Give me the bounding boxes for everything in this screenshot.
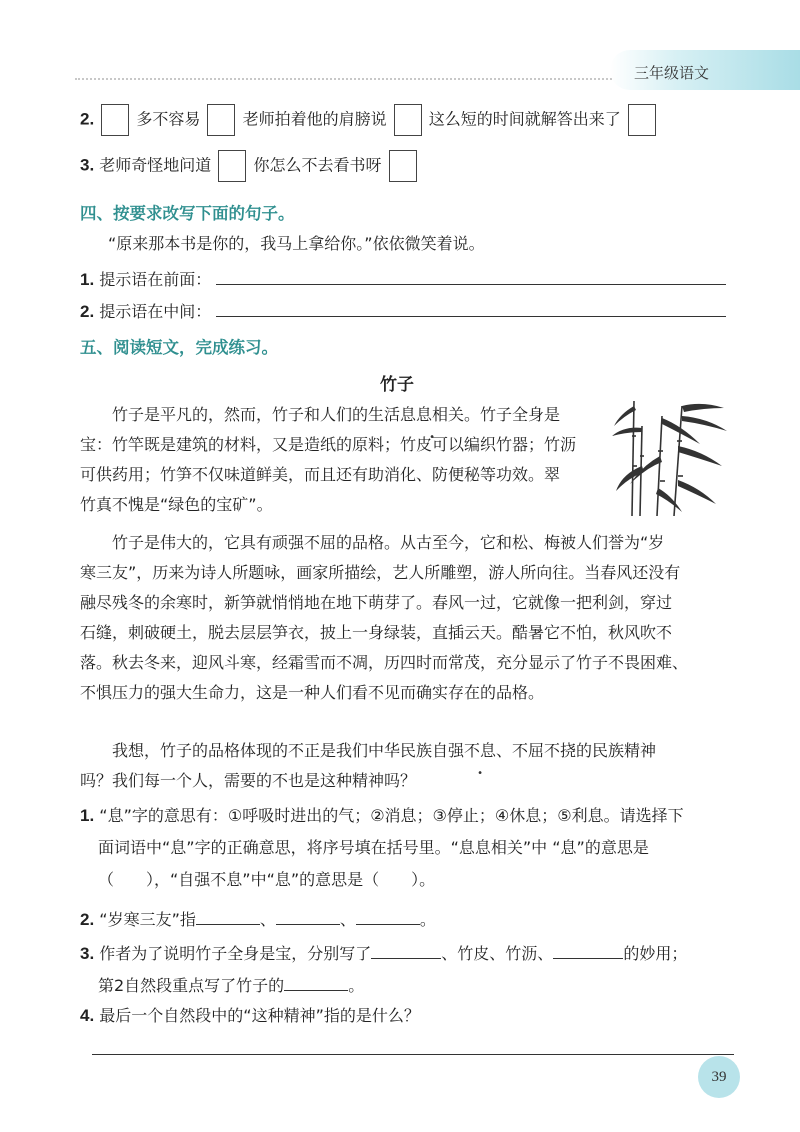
answer-line[interactable]: [284, 972, 348, 991]
answer-line[interactable]: [356, 906, 420, 925]
article-paragraph-2: 竹子是伟大的，它具有顽强不屈的品格。从古至今，它和松、梅被人们誉为“岁 寒三友”，历来为诗人所题咏，画家所描绘，艺人所雕塑，游人所向往。当春风还没有 融尽残冬的余寒时，新笋就悄悄地在地下萌芽了。春风一过，它就像一把利剑，穿过 石缝，刺破硬土，脱去层层笋衣，披上一身绿装，直插云天。酷暑它不怕，秋风吹不 落。秋去冬来，迎风斗寒，经霜雪而不凋，历四时而常茂，充分显示了竹子不畏困难、 不惧压力的强大生命力，这是一种人们看不见而确实存在的品格。: [80, 533, 689, 702]
rewrite-item-2: 2. 提示语在中间：: [80, 298, 726, 324]
section-5-title: 五、阅读短文，完成练习。: [80, 338, 278, 357]
rewrite-item-1: 1. 提示语在前面：: [80, 266, 726, 292]
answer-box[interactable]: [628, 104, 656, 136]
answer-box[interactable]: [101, 104, 129, 136]
page-number: 39: [698, 1056, 740, 1098]
grade-label: 三年级语文: [634, 64, 710, 82]
question-1: 1. “息”字的意思有：①呼吸时进出的气；②消息；③停止；④休息；⑤利息。请选择下 面词语中“息”字的正确意思，将序号填在括号里。“息息相关”中 “息”的意思是 （ ），“自强不息”中“息”的意思是（ ）。: [80, 806, 684, 889]
answer-line[interactable]: [196, 906, 260, 925]
emphasis-mark: 息息: [400, 405, 433, 424]
answer-line[interactable]: [92, 1054, 734, 1055]
question-3: 3. 作者为了说明竹子全身是宝，分别写了 、竹皮、竹沥、 的妙用；: [80, 940, 687, 966]
header-divider: [75, 78, 615, 80]
answer-box[interactable]: [394, 104, 422, 136]
answer-box[interactable]: [389, 150, 417, 182]
answer-line[interactable]: [553, 940, 623, 959]
punctuation-item-3: 3. 老师奇怪地问道 你怎么不去看书呀: [80, 150, 419, 182]
emphasis-mark: 自强不息: [432, 741, 497, 760]
answer-line[interactable]: [216, 266, 726, 285]
section-4-title: 四、按要求改写下面的句子。: [80, 204, 295, 223]
bamboo-illustration: [612, 396, 732, 516]
article-paragraph-3: 我想，竹子的品格体现的不正是我们中华民族自强不息、不屈不挠的民族精神 吗？我们每一个人，需要的不也是这种精神吗？: [80, 741, 657, 790]
question-3-line-2: 第2自然段重点写了竹子的 。: [98, 972, 364, 998]
article-paragraph-1: 竹子是平凡的，然而，竹子和人们的生活息息相关。竹子全身是 宝：竹竿既是建筑的材料，又是造纸的原料；竹皮可以编织竹器；竹沥 可供药用；竹笋不仅味道鲜美，而且还有助消化、防便秘等功效。翠 竹真不愧是“绿色的宝矿”。: [80, 405, 577, 514]
punctuation-item-2: 2. 多不容易 老师拍着他的肩膀说 这么短的时间就解答出来了: [80, 104, 658, 136]
answer-line[interactable]: [276, 906, 340, 925]
question-2: 2. “岁寒三友”指 、 、 。: [80, 906, 436, 932]
article-title: 竹子: [380, 375, 414, 395]
section-4-quote: “原来那本书是你的，我马上拿给你。”依依微笑着说。: [108, 234, 485, 253]
answer-box[interactable]: [207, 104, 235, 136]
question-4: 4. 最后一个自然段中的“这种精神”指的是什么？: [80, 1006, 420, 1025]
answer-line[interactable]: [216, 298, 726, 317]
answer-line[interactable]: [371, 940, 441, 959]
answer-box[interactable]: [218, 150, 246, 182]
